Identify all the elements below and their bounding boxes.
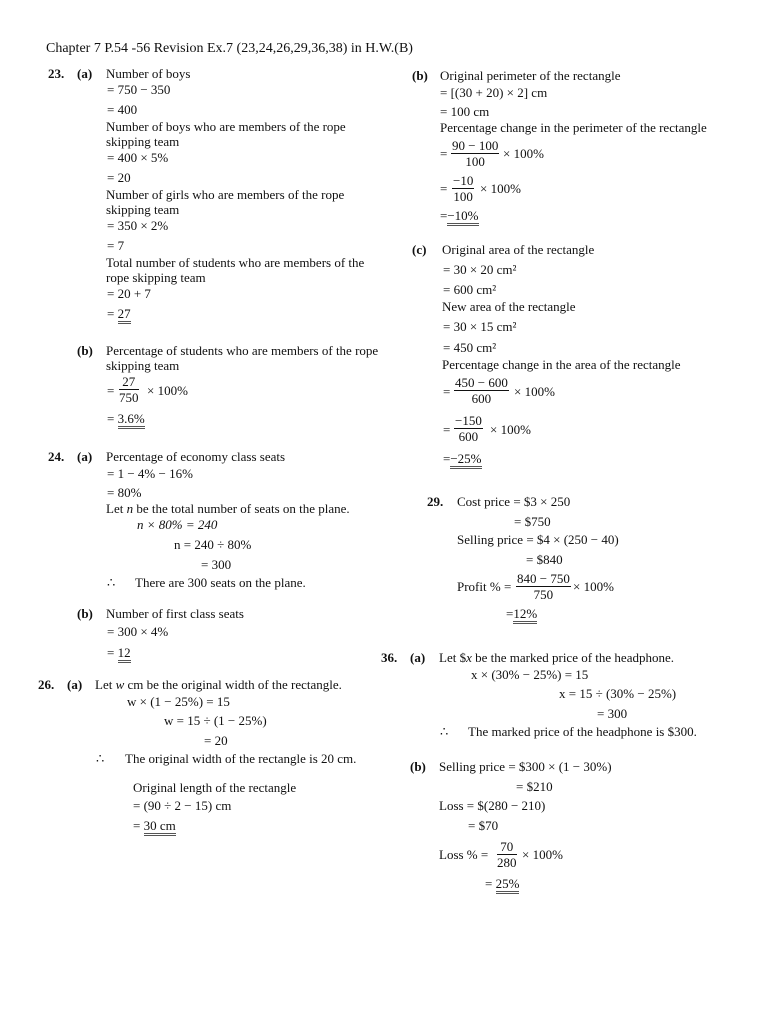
q23r-c-label: (c) xyxy=(412,242,427,257)
q23a-line: Number of girls who are members of the rope xyxy=(106,187,345,202)
q23r-mult: × 100% xyxy=(490,422,531,437)
q23a-line: skipping team xyxy=(106,202,180,217)
q29-number: 29. xyxy=(427,494,444,509)
q24b-answer: = 12 xyxy=(107,645,131,661)
q26-number: 26. xyxy=(38,677,55,692)
q36b-line: Loss = $(280 − 210) xyxy=(439,798,546,813)
q36a-eq: = 300 xyxy=(597,706,628,721)
therefore-symbol: ∴ xyxy=(96,751,105,766)
q23r-eq: = xyxy=(443,384,451,399)
q36a-label: (a) xyxy=(410,650,426,665)
q23a-label: (a) xyxy=(77,66,93,81)
q23a-line: = 750 − 350 xyxy=(107,82,171,97)
q36a-conclusion: The marked price of the headphone is $300. xyxy=(468,724,697,739)
q23a-line: = 7 xyxy=(107,238,125,253)
q23a-line: skipping team xyxy=(106,134,180,149)
q24a-eq: = 300 xyxy=(201,557,232,572)
q29-answer: =12% xyxy=(506,606,537,622)
q23r-c-line: = 30 × 20 cm² xyxy=(443,262,517,277)
q36b-line: = $210 xyxy=(516,779,553,794)
q36b-loss-label: Loss % = xyxy=(439,847,489,862)
q23b-line: skipping team xyxy=(106,358,180,373)
q23r-b-answer: =−10% xyxy=(440,208,479,224)
q24a-line: = 80% xyxy=(107,485,142,500)
q23r-c-line: Percentage change in the area of the rectangle xyxy=(442,357,681,372)
q36b-line: = $70 xyxy=(468,818,499,833)
q24a-conclusion: There are 300 seats on the plane. xyxy=(135,575,306,590)
q23r-fraction: $\frac{90 - 100}{100}$ xyxy=(452,138,499,169)
q26-length-title: Original length of the rectangle xyxy=(133,780,297,795)
q23r-b-line: = [(30 + 20) × 2] cm xyxy=(440,85,548,100)
q23a-answer: = 27 xyxy=(107,306,131,322)
q36b-fraction: $\frac{70}{280}$ xyxy=(497,839,517,870)
q23a-line: = 350 × 2% xyxy=(107,218,169,233)
q24b-label: (b) xyxy=(77,606,93,621)
q29-line: Selling price = $4 × (250 − 40) xyxy=(457,532,619,547)
q23b-eq: = xyxy=(107,383,115,398)
q23r-c-line: = 600 cm² xyxy=(443,282,497,297)
q23r-b-line: = 100 cm xyxy=(440,104,490,119)
q36b-label: (b) xyxy=(410,759,426,774)
q23r-fraction: $\frac{-150}{600}$ xyxy=(455,413,482,444)
q23b-mult: × 100% xyxy=(147,383,188,398)
q36a-let: Let $x be the marked price of the headphone. xyxy=(439,650,674,665)
q23r-mult: × 100% xyxy=(480,181,521,196)
q26-length-eq: = (90 ÷ 2 − 15) cm xyxy=(133,798,232,813)
q36a-eq: x = 15 ÷ (30% − 25%) xyxy=(559,686,677,701)
q23r-c-line: = 450 cm² xyxy=(443,340,497,355)
q23b-fraction: $\frac{27}{750}$ xyxy=(119,374,139,405)
q26a-eq: w × (1 − 25%) = 15 xyxy=(127,694,230,709)
q23r-eq: = xyxy=(443,422,451,437)
q36a-eq: x × (30% − 25%) = 15 xyxy=(471,667,589,682)
q23r-mult: × 100% xyxy=(514,384,555,399)
q24a-line: = 1 − 4% − 16% xyxy=(107,466,193,481)
q23a-line: = 20 + 7 xyxy=(107,286,151,301)
q23r-b-label: (b) xyxy=(412,68,428,83)
therefore-symbol: ∴ xyxy=(440,724,449,739)
q23r-c-answer: =−25% xyxy=(443,451,482,467)
therefore-symbol: ∴ xyxy=(107,575,116,590)
q36b-answer: = 25% xyxy=(485,876,519,892)
q23-number: 23. xyxy=(48,66,65,81)
q36b-mult: × 100% xyxy=(522,847,563,862)
q23a-line: = 400 xyxy=(107,102,138,117)
q24a-let: Let n be the total number of seats on the plane. xyxy=(106,501,350,516)
q24a-line: Percentage of economy class seats xyxy=(106,449,286,464)
q26a-eq: = 20 xyxy=(204,733,228,748)
q23r-mult: × 100% xyxy=(503,146,544,161)
q29-line: = $750 xyxy=(514,514,551,529)
q29-mult: × 100% xyxy=(573,579,614,594)
q26a-eq: w = 15 ÷ (1 − 25%) xyxy=(164,713,267,728)
q24a-eq: n × 80% = 240 xyxy=(137,517,218,532)
q23r-fraction: $\frac{-10}{100}$ xyxy=(453,173,474,204)
page-title: Chapter 7 P.54 -56 Revision Ex.7 (23,24,26,29,36,38) in H.W.(B) xyxy=(46,41,413,56)
q23b-label: (b) xyxy=(77,343,93,358)
q23a-line: Total number of students who are members of the xyxy=(106,255,365,270)
q24a-eq: n = 240 ÷ 80% xyxy=(174,537,252,552)
q29-fraction: $\frac{840 - 750}{750}$ xyxy=(517,571,570,602)
q23r-c-line: New area of the rectangle xyxy=(442,299,576,314)
q23a-line: Number of boys xyxy=(106,66,191,81)
q26a-let: Let w cm be the original width of the rectangle. xyxy=(95,677,342,692)
q29-line: Cost price = $3 × 250 xyxy=(457,494,571,509)
q23a-line: = 20 xyxy=(107,170,131,185)
q23r-eq: = xyxy=(440,146,448,161)
q24-number: 24. xyxy=(48,449,65,464)
q23a-line: rope skipping team xyxy=(106,270,206,285)
q24a-label: (a) xyxy=(77,449,93,464)
q23r-b-line: Percentage change in the perimeter of the rectangle xyxy=(440,120,707,135)
q36-number: 36. xyxy=(381,650,398,665)
q23r-c-line: Original area of the rectangle xyxy=(442,242,595,257)
q23r-c-line: = 30 × 15 cm² xyxy=(443,319,517,334)
q23a-line: = 400 × 5% xyxy=(107,150,169,165)
q26a-label: (a) xyxy=(67,677,83,692)
q23b-answer: = 3.6% xyxy=(107,411,145,427)
q26-length-answer: = 30 cm xyxy=(133,818,176,834)
q23r-fraction: $\frac{450 - 600}{600}$ xyxy=(455,375,508,406)
q36b-line: Selling price = $300 × (1 − 30%) xyxy=(439,759,612,774)
q23r-b-line: Original perimeter of the rectangle xyxy=(440,68,621,83)
q23a-line: Number of boys who are members of the rope xyxy=(106,119,346,134)
q24b-line: Number of first class seats xyxy=(106,606,244,621)
q23r-eq: = xyxy=(440,181,448,196)
q24b-line: = 300 × 4% xyxy=(107,624,169,639)
q26a-conclusion: The original width of the rectangle is 20 cm. xyxy=(125,751,357,766)
q29-line: = $840 xyxy=(526,552,563,567)
q29-profit-label: Profit % = xyxy=(457,579,512,594)
q23b-line: Percentage of students who are members of the rope xyxy=(106,343,379,358)
